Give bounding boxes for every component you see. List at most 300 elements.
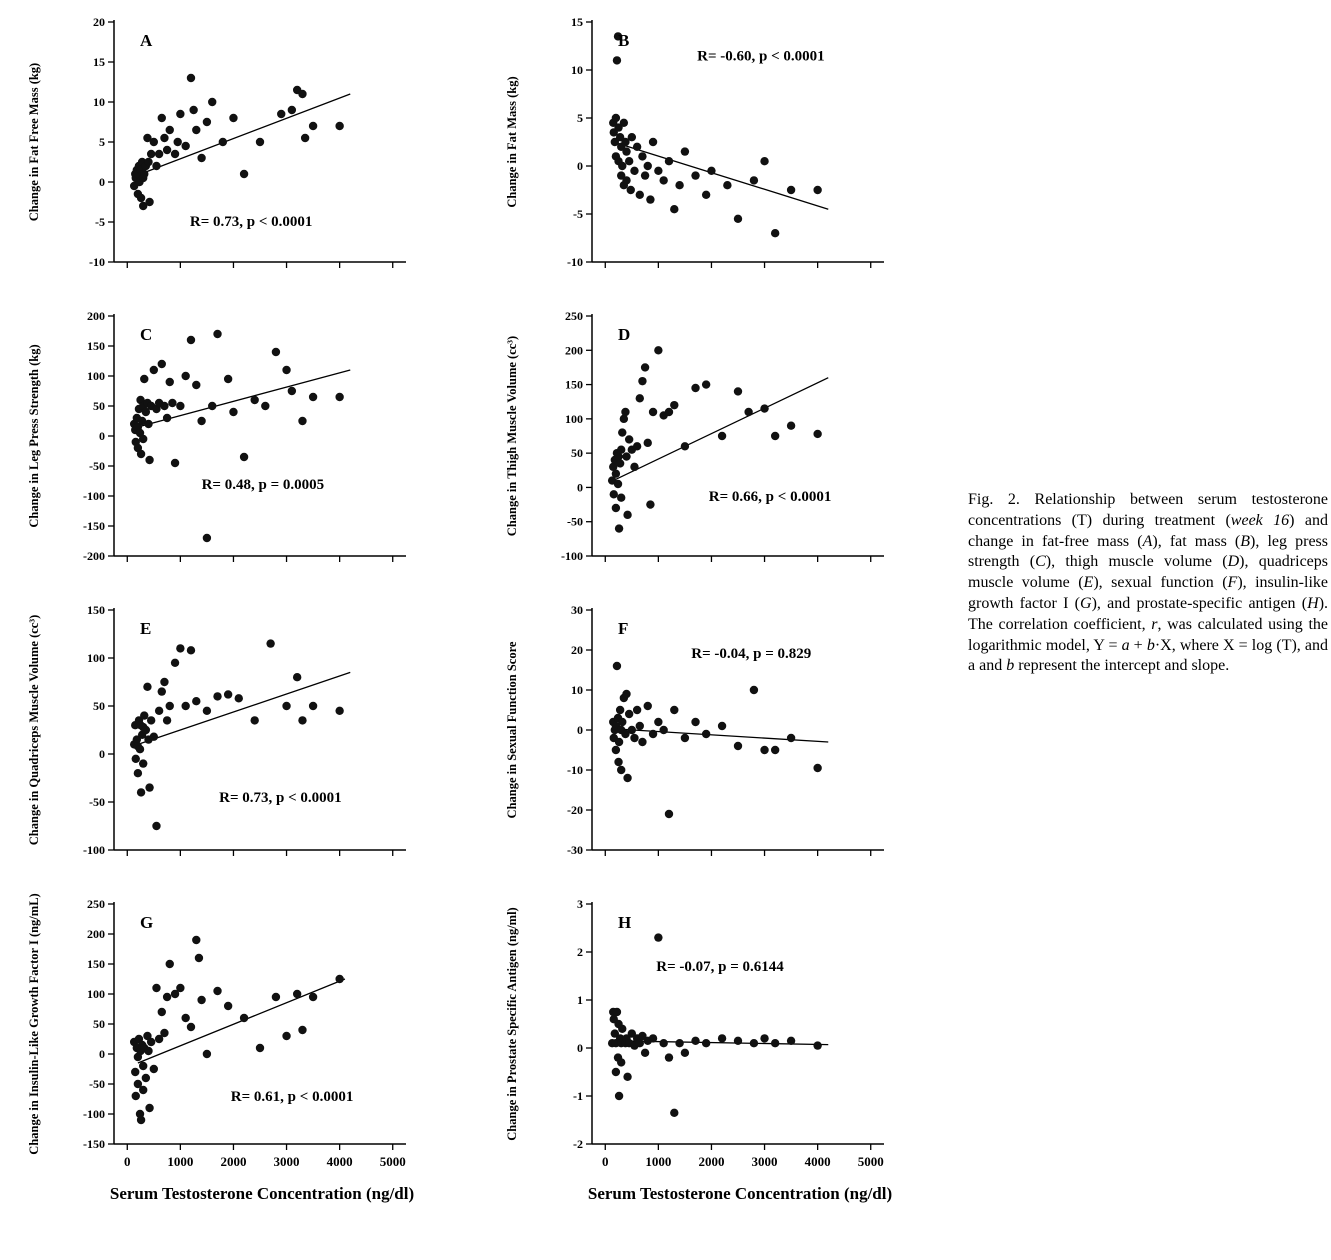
y-tick-label: 3 <box>577 897 583 911</box>
data-point <box>150 138 158 146</box>
panel-C <box>14 300 476 594</box>
data-point <box>702 191 710 199</box>
y-tick-label: -200 <box>83 549 105 563</box>
data-point <box>630 734 638 742</box>
panel-D <box>492 300 954 594</box>
data-point <box>622 690 630 698</box>
regression-line <box>141 94 351 174</box>
y-tick-label: 20 <box>571 643 583 657</box>
x-tick-label: 3000 <box>273 1154 300 1169</box>
data-point <box>659 726 667 734</box>
data-point <box>813 186 821 194</box>
panel-letter: D <box>618 325 631 344</box>
caption-column <box>968 490 1328 677</box>
y-tick-label: -100 <box>561 549 583 563</box>
caption-segment: ), insulin-like growth factor I ( <box>968 574 1328 612</box>
data-point <box>612 1068 620 1076</box>
data-point <box>250 396 258 404</box>
y-tick-label: 20 <box>93 15 105 29</box>
data-point <box>771 746 779 754</box>
data-point <box>192 697 200 705</box>
data-point <box>152 162 160 170</box>
data-point <box>137 1116 145 1124</box>
data-point <box>145 456 153 464</box>
data-point <box>681 147 689 155</box>
x-tick-label: 5000 <box>379 1154 406 1169</box>
caption-segment: C <box>1035 553 1046 571</box>
data-point <box>670 401 678 409</box>
x-axis-title-left: Serum Testosterone Concentration (ng/dl) <box>109 1184 415 1203</box>
data-point <box>620 119 628 127</box>
data-point <box>613 1008 621 1016</box>
data-point <box>136 745 144 753</box>
y-tick-label: 100 <box>87 651 105 665</box>
data-point <box>224 375 232 383</box>
data-point <box>160 678 168 686</box>
data-point <box>649 730 657 738</box>
data-point <box>813 764 821 772</box>
data-point <box>282 366 290 374</box>
data-point <box>261 402 269 410</box>
x-tick-label: 1000 <box>645 1154 672 1169</box>
correlation-annotation: R= 0.66, p < 0.0001 <box>708 488 832 505</box>
data-point <box>176 984 184 992</box>
y-tick-label: 5 <box>577 111 583 125</box>
panel-letter: F <box>618 619 629 638</box>
data-point <box>665 157 673 165</box>
data-points <box>130 330 344 542</box>
data-point <box>702 1039 710 1047</box>
data-point <box>633 143 641 151</box>
scatter-plot-D <box>492 300 954 594</box>
data-point <box>176 110 184 118</box>
data-point <box>617 446 625 454</box>
data-point <box>139 435 147 443</box>
y-tick-label: -30 <box>567 843 583 857</box>
data-point <box>189 106 197 114</box>
y-tick-label: 10 <box>571 683 583 697</box>
x-tick-label: 0 <box>124 1154 131 1169</box>
data-point <box>625 157 633 165</box>
data-point <box>309 993 317 1001</box>
y-tick-label: -5 <box>95 215 105 229</box>
data-point <box>614 480 622 488</box>
data-point <box>160 1029 168 1037</box>
y-axis-label: Change in Prostate Specific Antigen (ng/ml) <box>505 907 519 1141</box>
data-point <box>665 408 673 416</box>
data-point <box>272 348 280 356</box>
data-point <box>670 205 678 213</box>
y-tick-label: -50 <box>89 1077 105 1091</box>
y-tick-label: 200 <box>87 309 105 323</box>
data-point <box>240 453 248 461</box>
data-point <box>132 1092 140 1100</box>
data-point <box>176 402 184 410</box>
data-point <box>171 150 179 158</box>
data-point <box>139 759 147 767</box>
data-point <box>617 766 625 774</box>
plots-left-column <box>14 6 476 1204</box>
caption-segment: Fig. 2. Relationship between serum testosterone concentrations (T) during treatment ( <box>968 491 1328 529</box>
data-point <box>335 393 343 401</box>
data-point <box>644 702 652 710</box>
data-point <box>197 154 205 162</box>
data-point <box>787 186 795 194</box>
scatter-plot-E <box>14 594 476 888</box>
y-tick-label: -100 <box>83 843 105 857</box>
y-tick-label: -20 <box>567 803 583 817</box>
y-tick-label: -10 <box>567 763 583 777</box>
data-point <box>612 504 620 512</box>
caption-segment: b <box>1146 636 1155 654</box>
correlation-annotation: R= 0.73, p < 0.0001 <box>219 790 342 806</box>
data-point <box>150 1065 158 1073</box>
data-point <box>659 176 667 184</box>
y-tick-label: 150 <box>565 377 583 392</box>
y-tick-label: 15 <box>93 55 105 69</box>
data-point <box>288 387 296 395</box>
caption-segment: D <box>1227 553 1240 571</box>
y-tick-label: 5 <box>99 135 105 149</box>
data-point <box>813 430 821 438</box>
scatter-plot-F <box>492 594 954 888</box>
data-point <box>760 404 768 412</box>
data-point <box>147 150 155 158</box>
data-point <box>145 783 153 791</box>
data-point <box>256 138 264 146</box>
y-tick-label: -2 <box>573 1137 583 1151</box>
scatter-plot-C <box>14 300 476 594</box>
caption-segment: G <box>1080 594 1092 612</box>
y-tick-label: 200 <box>565 343 583 358</box>
y-tick-label: -100 <box>83 1107 105 1121</box>
data-point <box>787 1037 795 1045</box>
data-point <box>628 133 636 141</box>
data-point <box>617 1058 625 1066</box>
data-point <box>665 810 673 818</box>
caption-segment: ) and change in fat-free mass ( <box>968 511 1328 550</box>
data-point <box>691 384 699 392</box>
data-point <box>298 716 306 724</box>
correlation-annotation: R= -0.04, p = 0.829 <box>691 646 812 662</box>
data-point <box>633 706 641 714</box>
correlation-annotation: R= -0.07, p = 0.6144 <box>656 959 784 976</box>
data-point <box>298 417 306 425</box>
data-point <box>750 176 758 184</box>
data-point <box>282 1032 290 1040</box>
data-point <box>139 1062 147 1070</box>
y-tick-label: 30 <box>571 603 583 617</box>
data-point <box>623 511 631 519</box>
data-point <box>288 106 296 114</box>
data-point <box>171 659 179 667</box>
caption-segment: ·X, where X = log (T), and a and <box>968 636 1329 675</box>
data-point <box>636 191 644 199</box>
data-point <box>181 702 189 710</box>
data-point <box>649 408 657 416</box>
data-point <box>787 422 795 430</box>
y-tick-label: -1 <box>573 1089 583 1103</box>
data-point <box>760 746 768 754</box>
data-point <box>612 746 620 754</box>
data-point <box>612 470 620 478</box>
data-point <box>224 690 232 698</box>
y-tick-label: 0 <box>577 159 583 173</box>
y-tick-label: 200 <box>87 927 105 941</box>
data-point <box>615 1092 623 1100</box>
caption-segment: ), thigh muscle volume ( <box>1045 553 1228 571</box>
data-point <box>622 452 630 460</box>
x-tick-label: 2000 <box>220 1154 247 1169</box>
data-point <box>213 330 221 338</box>
data-point <box>681 1049 689 1057</box>
panel-letter: G <box>140 913 154 932</box>
data-point <box>171 459 179 467</box>
data-point <box>143 683 151 691</box>
data-point <box>718 722 726 730</box>
data-point <box>144 1047 152 1055</box>
x-tick-label: 5000 <box>857 1154 884 1169</box>
data-point <box>675 1039 683 1047</box>
y-tick-label: 10 <box>571 63 583 77</box>
data-point <box>654 718 662 726</box>
data-point <box>203 534 211 542</box>
data-point <box>150 366 158 374</box>
caption-segment: ), fat mass ( <box>1152 532 1241 550</box>
data-point <box>750 686 758 694</box>
data-point <box>208 402 216 410</box>
data-point <box>134 769 142 777</box>
y-tick-label: -50 <box>567 514 583 529</box>
figure-caption <box>968 490 1328 677</box>
y-tick-label: 150 <box>87 339 105 353</box>
x-tick-label: 4000 <box>804 1154 831 1169</box>
data-point <box>691 171 699 179</box>
y-tick-label: 50 <box>93 399 105 413</box>
y-tick-label: -100 <box>83 489 105 503</box>
data-point <box>219 138 227 146</box>
data-point <box>681 734 689 742</box>
data-point <box>813 1041 821 1049</box>
correlation-annotation: R= -0.60, p < 0.0001 <box>697 48 825 65</box>
y-tick-label: 100 <box>87 987 105 1001</box>
data-point <box>147 1038 155 1046</box>
data-point <box>240 1014 248 1022</box>
y-tick-label: -50 <box>89 795 105 809</box>
data-point <box>636 394 644 402</box>
data-point <box>144 420 152 428</box>
data-point <box>641 363 649 371</box>
data-point <box>187 336 195 344</box>
data-point <box>723 181 731 189</box>
y-tick-label: 0 <box>577 723 583 737</box>
caption-segment: week 16 <box>1230 511 1290 529</box>
y-tick-label: 150 <box>87 603 105 617</box>
data-point <box>163 716 171 724</box>
data-point <box>192 381 200 389</box>
data-point <box>630 167 638 175</box>
data-point <box>613 662 621 670</box>
caption-segment: F <box>1227 574 1238 592</box>
data-point <box>665 1053 673 1061</box>
data-point <box>229 114 237 122</box>
data-points <box>130 74 344 210</box>
data-point <box>646 500 654 508</box>
data-point <box>158 114 166 122</box>
data-point <box>646 195 654 203</box>
scatter-plot-B <box>492 6 954 300</box>
y-tick-label: -10 <box>89 255 105 269</box>
data-point <box>623 774 631 782</box>
data-point <box>145 1104 153 1112</box>
y-tick-label: 50 <box>571 446 583 461</box>
panel-G <box>14 888 476 1182</box>
data-point <box>160 402 168 410</box>
y-tick-label: -150 <box>83 519 105 533</box>
caption-segment: r <box>1151 615 1158 633</box>
data-point <box>152 822 160 830</box>
data-point <box>675 181 683 189</box>
data-point <box>771 1039 779 1047</box>
data-point <box>301 134 309 142</box>
caption-segment: H <box>1307 594 1319 612</box>
y-tick-label: 0 <box>99 429 105 443</box>
x-tick-label: 0 <box>602 1154 609 1169</box>
data-point <box>181 372 189 380</box>
data-point <box>208 98 216 106</box>
data-point <box>610 490 618 498</box>
data-point <box>163 993 171 1001</box>
data-point <box>734 215 742 223</box>
data-point <box>132 755 140 763</box>
y-axis-label: Change in Quadriceps Muscle Volume (cc³) <box>27 614 41 846</box>
y-tick-label: 15 <box>571 15 583 29</box>
data-point <box>630 463 638 471</box>
data-point <box>625 710 633 718</box>
panel-letter: H <box>618 913 632 932</box>
data-point <box>139 1086 147 1094</box>
data-point <box>256 1044 264 1052</box>
regression-line <box>613 378 828 481</box>
data-point <box>617 494 625 502</box>
y-tick-label: 150 <box>87 957 105 971</box>
y-tick-label: 250 <box>565 309 583 323</box>
data-point <box>638 152 646 160</box>
data-point <box>654 167 662 175</box>
data-point <box>168 399 176 407</box>
data-point <box>644 439 652 447</box>
data-point <box>718 432 726 440</box>
data-point <box>654 346 662 354</box>
caption-segment: ). The correlation coefficient, <box>968 594 1329 633</box>
y-tick-label: 1 <box>577 993 583 1007</box>
y-tick-label: 0 <box>99 1047 105 1061</box>
data-point <box>181 142 189 150</box>
data-point <box>734 742 742 750</box>
data-point <box>771 229 779 237</box>
data-point <box>140 375 148 383</box>
caption-segment: ), leg press strength ( <box>968 532 1329 571</box>
data-point <box>734 1037 742 1045</box>
y-tick-label: -10 <box>567 255 583 269</box>
data-point <box>240 170 248 178</box>
data-point <box>612 114 620 122</box>
correlation-annotation: R= 0.48, p = 0.0005 <box>201 476 325 493</box>
data-point <box>266 639 274 647</box>
data-point <box>702 730 710 738</box>
data-point <box>625 435 633 443</box>
y-tick-label: 100 <box>565 411 583 426</box>
data-point <box>618 162 626 170</box>
data-point <box>187 1023 195 1031</box>
data-point <box>163 414 171 422</box>
x-tick-label: 2000 <box>698 1154 725 1169</box>
caption-segment: a <box>1121 636 1130 654</box>
x-axis-title-right: Serum Testosterone Concentration (ng/dl) <box>587 1184 893 1203</box>
data-point <box>155 150 163 158</box>
data-point <box>142 726 150 734</box>
y-axis-label: Change in Insulin-Like Growth Factor I (ng/mL) <box>27 893 41 1155</box>
panel-H <box>492 888 954 1182</box>
y-axis-label: Change in Thigh Muscle Volume (cc³) <box>505 335 519 537</box>
data-point <box>649 138 657 146</box>
data-point <box>235 694 243 702</box>
data-point <box>166 702 174 710</box>
data-point <box>702 380 710 388</box>
data-point <box>616 459 624 467</box>
data-point <box>137 788 145 796</box>
data-point <box>691 718 699 726</box>
y-tick-label: -50 <box>89 459 105 473</box>
data-point <box>641 171 649 179</box>
caption-segment: b <box>1006 657 1015 675</box>
data-point <box>131 1068 139 1076</box>
data-point <box>166 126 174 134</box>
x-tick-label: 3000 <box>751 1154 778 1169</box>
data-point <box>681 442 689 450</box>
data-point <box>293 673 301 681</box>
data-point <box>203 707 211 715</box>
data-point <box>158 360 166 368</box>
data-point <box>618 1025 626 1033</box>
data-point <box>213 987 221 995</box>
y-tick-label: -150 <box>83 1137 105 1151</box>
y-axis-label: Change in Fat Free Mass (kg) <box>27 62 41 222</box>
data-point <box>187 74 195 82</box>
correlation-annotation: R= 0.61, p < 0.0001 <box>230 1088 354 1105</box>
caption-segment: , was calculated using the logarithmic model, Y = <box>968 615 1329 654</box>
data-point <box>614 758 622 766</box>
panel-letter: B <box>618 31 630 50</box>
data-point <box>203 118 211 126</box>
data-point <box>187 646 195 654</box>
data-point <box>192 126 200 134</box>
data-point <box>621 408 629 416</box>
scatter-plot-H <box>492 888 954 1182</box>
correlation-annotation: R= 0.73, p < 0.0001 <box>189 214 313 230</box>
data-point <box>192 936 200 944</box>
data-point <box>145 198 153 206</box>
data-point <box>152 984 160 992</box>
y-tick-label: 0 <box>99 175 105 189</box>
data-point <box>616 706 624 714</box>
y-tick-label: 0 <box>577 1041 583 1055</box>
caption-segment: ), sexual function ( <box>1093 574 1228 592</box>
panel-letter: C <box>140 325 153 344</box>
panel-letter: A <box>140 31 153 50</box>
data-point <box>691 1037 699 1045</box>
data-point <box>155 707 163 715</box>
